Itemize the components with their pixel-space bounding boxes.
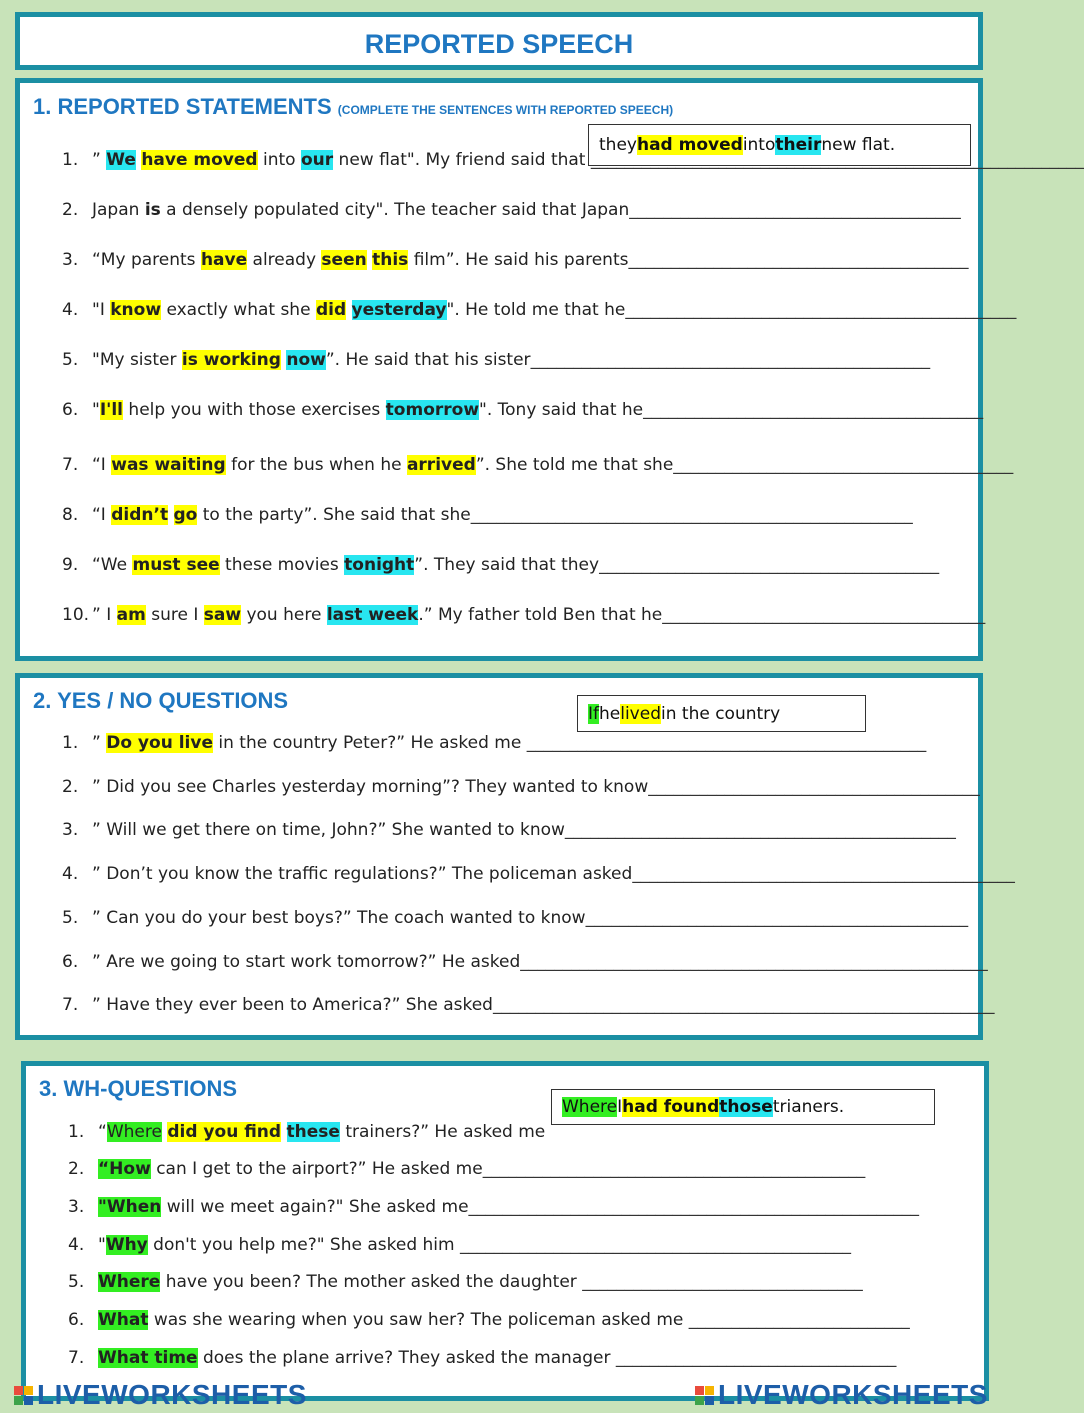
answer-blank[interactable]: __________________________ — [688, 1310, 910, 1330]
text-segment: ” Can you do your best boys?” The coach wanted to know — [92, 908, 586, 928]
text-segment: will we meet again?" She asked me — [161, 1197, 469, 1217]
item-number: 3. — [62, 250, 79, 270]
text-segment: “ — [98, 1122, 107, 1142]
text-segment: ” Don’t you know the traffic regulations?” The policeman asked — [92, 864, 633, 884]
exercise-item — [68, 1159, 865, 1179]
item-number: 4. — [62, 300, 79, 320]
footer-logo-right — [695, 1379, 988, 1411]
highlighted-text: tomorrow — [385, 400, 480, 420]
logo-icon — [14, 1386, 33, 1405]
text-segment: ” Have they ever been to America?” She asked — [92, 995, 493, 1015]
highlighted-text: am — [116, 605, 146, 625]
highlighted-text: If — [588, 703, 599, 724]
highlighted-text: seen — [321, 250, 367, 270]
answer-blank[interactable]: _____________________________________________________ — [468, 1197, 920, 1217]
answer-blank[interactable]: ____________________________________________________ — [470, 505, 913, 525]
text-segment: Japan — [92, 200, 145, 220]
item-number: 5. — [68, 1272, 85, 1292]
text-segment: they — [599, 135, 637, 155]
exercise-item — [68, 1348, 896, 1368]
item-number: 2. — [68, 1159, 85, 1179]
section3-example-answer[interactable] — [551, 1089, 935, 1125]
item-number: 7. — [62, 455, 79, 475]
answer-blank[interactable]: _________________________________ — [582, 1272, 863, 1292]
section3-heading: 3. WH-QUESTIONS — [39, 1076, 238, 1101]
text-segment — [281, 1122, 286, 1142]
highlighted-text: is — [144, 200, 161, 220]
highlighted-text: their — [775, 135, 822, 155]
text-segment: " — [92, 400, 100, 420]
highlighted-text: go — [173, 505, 198, 525]
item-number: 6. — [62, 952, 79, 972]
highlighted-text: "When — [98, 1197, 162, 1217]
item-number: 7. — [62, 995, 79, 1015]
exercise-item — [62, 605, 985, 625]
highlighted-text: Why — [105, 1235, 148, 1255]
highlighted-text: What — [98, 1310, 149, 1330]
exercise-item — [62, 777, 980, 797]
exercise-item — [62, 820, 956, 840]
highlighted-text: had moved — [636, 135, 743, 155]
item-number: 4. — [62, 864, 79, 884]
exercise-item — [62, 250, 968, 270]
text-segment: ”. They said that they — [414, 555, 600, 575]
exercise-item — [68, 1122, 545, 1142]
highlighted-text: saw — [203, 605, 242, 625]
answer-blank[interactable]: _______________________________________ — [648, 777, 980, 797]
text-segment: film”. He said his parents — [408, 250, 629, 270]
text-segment: trainers?” He asked me — [339, 1122, 546, 1142]
answer-blank[interactable]: ______________________________________ — [662, 605, 986, 625]
answer-blank[interactable]: ______________________________________________ — [625, 300, 1017, 320]
highlighted-text: “How — [98, 1159, 151, 1179]
exercise-item — [62, 555, 939, 575]
text-segment: does the plane arrive? They asked the manager — [197, 1348, 616, 1368]
highlighted-text: this — [372, 250, 409, 270]
highlighted-text: Where — [562, 1097, 618, 1117]
text-segment — [346, 300, 351, 320]
answer-blank[interactable]: ________________________________________ — [599, 555, 940, 575]
item-number: 7. — [68, 1348, 85, 1368]
text-segment: these movies — [219, 555, 345, 575]
item-number: 6. — [68, 1310, 85, 1330]
section1-subheading: (COMPLETE THE SENTENCES WITH REPORTED SPEECH) — [337, 103, 674, 117]
text-segment: into — [742, 135, 776, 155]
exercise-item — [68, 1197, 919, 1217]
footer-logo-text-left: LIVEWORKSHEETS — [37, 1379, 307, 1410]
text-segment: new flat". My friend said that — [333, 150, 591, 170]
item-number: 6. — [62, 400, 79, 420]
highlighted-text: these — [286, 1122, 340, 1142]
highlighted-text: know — [110, 300, 162, 320]
exercise-item — [62, 908, 968, 928]
text-segment: ” I — [92, 605, 117, 625]
text-segment: new flat. — [821, 135, 896, 155]
answer-blank[interactable]: ________________________________________ — [673, 455, 1014, 475]
logo-icon — [695, 1386, 714, 1405]
text-segment: "My sister — [92, 350, 182, 370]
text-segment: ” Did you see Charles yesterday morning”? They wanted to know — [92, 777, 649, 797]
highlighted-text: arrived — [406, 455, 476, 475]
text-segment: have you been? The mother asked the daughter — [160, 1272, 583, 1292]
section2-heading: 2. YES / NO QUESTIONS — [33, 688, 289, 713]
text-segment: ” — [92, 733, 107, 753]
highlighted-text: did — [315, 300, 347, 320]
exercise-item — [62, 300, 1016, 320]
item-number: 3. — [68, 1197, 85, 1217]
text-segment: “My parents — [92, 250, 201, 270]
text-segment: ”. She told me that she — [475, 455, 674, 475]
section1-heading — [33, 94, 673, 120]
item-number: 5. — [62, 350, 79, 370]
item-number: 3. — [62, 820, 79, 840]
item-number: 1. — [62, 733, 79, 753]
exercise-item — [62, 455, 1013, 475]
text-segment: " — [98, 1235, 106, 1255]
text-segment: sure I — [145, 605, 204, 625]
text-segment: don't you help me?" She asked him — [147, 1235, 460, 1255]
text-segment: trianers. — [772, 1097, 845, 1117]
exercise-item — [62, 200, 961, 220]
text-segment: for the bus when he — [225, 455, 407, 475]
highlighted-text: Where — [106, 1122, 162, 1142]
highlighted-text: our — [300, 150, 334, 170]
answer-blank[interactable]: __________________________________________________________ — [590, 150, 1084, 170]
text-segment: a densely populated city". The teacher said that Japan — [160, 200, 630, 220]
highlighted-text: yesterday — [351, 300, 447, 320]
text-segment: in the country — [661, 703, 781, 724]
item-number: 5. — [62, 908, 79, 928]
exercise-item — [62, 400, 983, 420]
text-segment: he — [599, 703, 621, 724]
exercise-item — [62, 995, 994, 1015]
exercise-item — [68, 1310, 910, 1330]
text-segment — [168, 505, 173, 525]
item-number: 4. — [68, 1235, 85, 1255]
exercise-item — [62, 150, 1084, 170]
answer-blank[interactable]: _______________________________________________ — [530, 350, 931, 370]
section2-example-answer[interactable] — [577, 695, 866, 732]
answer-blank[interactable]: _______________________________________________________ — [520, 952, 988, 972]
text-segment: “I — [92, 505, 112, 525]
item-number: 10. — [62, 605, 90, 625]
text-segment: ” Are we going to start work tomorrow?” He asked — [92, 952, 521, 972]
highlighted-text: lived — [620, 703, 661, 724]
text-segment: I — [617, 1097, 623, 1117]
text-segment: “I — [92, 455, 112, 475]
answer-blank[interactable]: ________________________________________ — [643, 400, 984, 420]
text-segment: into — [257, 150, 301, 170]
text-segment: help you with those exercises — [123, 400, 386, 420]
highlighted-text: didn’t — [111, 505, 169, 525]
text-segment: ". He told me that he — [446, 300, 626, 320]
answer-blank[interactable]: _______________________________________________ — [526, 733, 927, 753]
highlighted-text: Do you live — [106, 733, 213, 753]
answer-blank[interactable]: _____________________________________________ — [585, 908, 969, 928]
highlighted-text: must see — [132, 555, 220, 575]
answer-blank[interactable]: ______________________________________________ — [460, 1235, 851, 1255]
item-number: 8. — [62, 505, 79, 525]
text-segment: you here — [241, 605, 327, 625]
answer-blank[interactable]: ________________________________________ — [628, 250, 969, 270]
highlighted-text: last week — [326, 605, 419, 625]
text-segment: ”. He said that his sister — [325, 350, 531, 370]
text-segment: ". Tony said that he — [479, 400, 644, 420]
item-number: 1. — [68, 1122, 85, 1142]
text-segment: exactly what she — [161, 300, 316, 320]
footer-logo-left — [14, 1379, 307, 1411]
text-segment: ” — [92, 150, 107, 170]
answer-blank[interactable]: _______________________________________ — [629, 200, 961, 220]
item-number: 9. — [62, 555, 79, 575]
highlighted-text: those — [719, 1097, 773, 1117]
text-segment: was she wearing when you saw her? The policeman asked me — [148, 1310, 689, 1330]
exercise-item — [68, 1272, 863, 1292]
highlighted-text: We — [106, 150, 136, 170]
text-segment: in the country Peter?” He asked me — [212, 733, 527, 753]
exercise-item — [68, 1235, 851, 1255]
highlighted-text: I'll — [99, 400, 124, 420]
answer-blank[interactable]: ___________________________________________________________ — [492, 995, 995, 1015]
exercise-item — [62, 864, 1015, 884]
item-number: 2. — [62, 777, 79, 797]
text-segment: ” Will we get there on time, John?” She wanted to know — [92, 820, 565, 840]
section1-heading-text: 1. REPORTED STATEMENTS — [33, 94, 332, 119]
highlighted-text: had found — [622, 1097, 720, 1117]
highlighted-text: What time — [98, 1348, 198, 1368]
exercise-item — [62, 733, 926, 753]
highlighted-text: have — [200, 250, 248, 270]
exercise-item — [62, 952, 988, 972]
highlighted-text: did you find — [167, 1122, 282, 1142]
page-title: REPORTED SPEECH — [364, 29, 634, 59]
highlighted-text: was waiting — [111, 455, 226, 475]
title-box — [15, 12, 983, 70]
answer-blank[interactable]: _____________________________________________ — [482, 1159, 866, 1179]
highlighted-text: Where — [98, 1272, 161, 1292]
item-number: 1. — [62, 150, 79, 170]
text-segment: can I get to the airport?” He asked me — [150, 1159, 483, 1179]
text-segment: .” My father told Ben that he — [418, 605, 663, 625]
text-segment: “We — [92, 555, 133, 575]
answer-blank[interactable]: _____________________________________________ — [632, 864, 1015, 884]
highlighted-text: have moved — [141, 150, 258, 170]
exercise-item — [62, 350, 930, 370]
item-number: 2. — [62, 200, 79, 220]
text-segment: "I — [92, 300, 111, 320]
text-segment: already — [247, 250, 322, 270]
footer-logo-text-right: LIVEWORKSHEETS — [718, 1379, 988, 1410]
text-segment: to the party”. She said that she — [197, 505, 471, 525]
exercise-item — [62, 505, 913, 525]
answer-blank[interactable]: _________________________________ — [615, 1348, 897, 1368]
highlighted-text: now — [286, 350, 326, 370]
highlighted-text: tonight — [344, 555, 415, 575]
highlighted-text: is working — [181, 350, 281, 370]
answer-blank[interactable]: ______________________________________________ — [564, 820, 956, 840]
